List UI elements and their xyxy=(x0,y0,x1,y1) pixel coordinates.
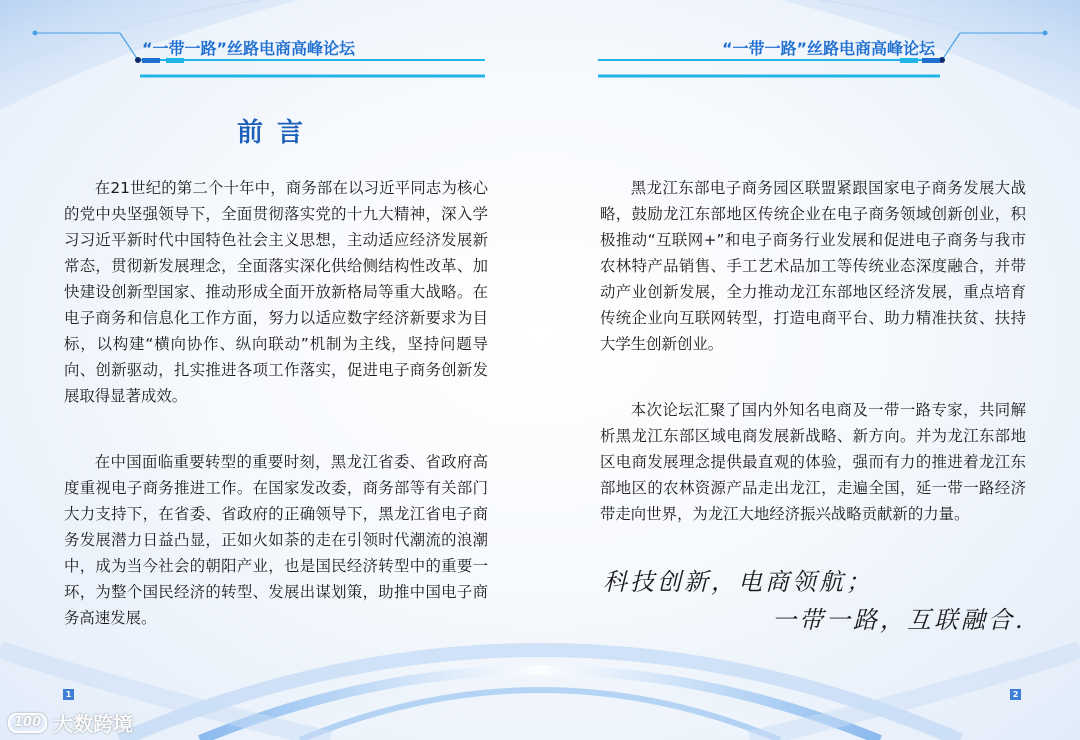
watermark-text: 大数跨境 xyxy=(53,712,134,736)
watermark xyxy=(8,708,133,737)
right-paragraph-2: 本次论坛汇聚了国内外知名电商及一带一路专家，共同解析黑龙江东部区域电商发展新战略、新方向。并为龙江东部地区电商发展理念提供最直观的体验，强而有力的推进着龙江东部地区的农林资源产品走出龙江，走遍全国，延一带一路经济带走向世界，为龙江大地经济振兴战略贡献新的力量。 xyxy=(600,401,1026,523)
handwritten-motto-line-2: 一带一路，互联融合. xyxy=(772,606,1026,634)
left-paragraph-2: 在中国面临重要转型的重要时刻，黑龙江省委、省政府高度重视电子商务推进工作。在国家发改委，商务部等有关部门大力支持下，在省委、省政府的正确领导下，黑龙江省电子商务发展潜力日益凸显，正如火如荼的走在引领时代潮流的浪潮中，成为当今社会的朝阳产业，也是国民经济转型中的重要一环，为整个国民经济的转型、发展出谋划策，助推中国电子商务高速发展。 xyxy=(64,453,488,627)
handwritten-motto-line-1: 科技创新，电商领航； xyxy=(603,568,873,596)
left-paragraph-1: 在21世纪的第二个十年中，商务部在以习近平同志为核心的党中央坚强领导下，全面贯彻落实党的十九大精神，深入学习习近平新时代中国特色社会主义思想，主动适应经济发展新常态，贯彻新发展理念，全面落实深化供给侧结构性改革、加快建设创新型国家、推动形成全面开放新格局等重大战略。在电子商务和信息化工作方面，努力以适应数字经济新要求为目标，以构建“横向协作、纵向联动”机制为主线，坚持问题导向、创新驱动，扎实推进各项工作落实，促进电子商务创新发展取得显著成效。 xyxy=(64,179,488,405)
watermark-logo-icon: 100 xyxy=(8,713,47,733)
right-paragraph-1: 黑龙江东部电子商务园区联盟紧跟国家电子商务发展大战略，鼓励龙江东部地区传统企业在电子商务领域创新创业，积极推动“互联网+”和电子商务行业发展和促进电子商务与我市农林特产品销售、手工艺术品加工等传统业态深度融合，并带动产业创新发展，全力推动龙江东部地区经济发展，重点培育传统企业向互联网转型，打造电商平台、助力精准扶贫、扶持大学生创新创业。 xyxy=(600,179,1026,353)
preface-title: 前言 xyxy=(236,118,317,148)
page-number-left: 1 xyxy=(63,689,74,700)
right-page xyxy=(540,0,1080,740)
page-number-right: 2 xyxy=(1010,689,1021,700)
forum-title-right: “一带一路”丝路电商高峰论坛 xyxy=(722,39,936,58)
forum-title-left: “一带一路”丝路电商高峰论坛 xyxy=(142,39,356,58)
